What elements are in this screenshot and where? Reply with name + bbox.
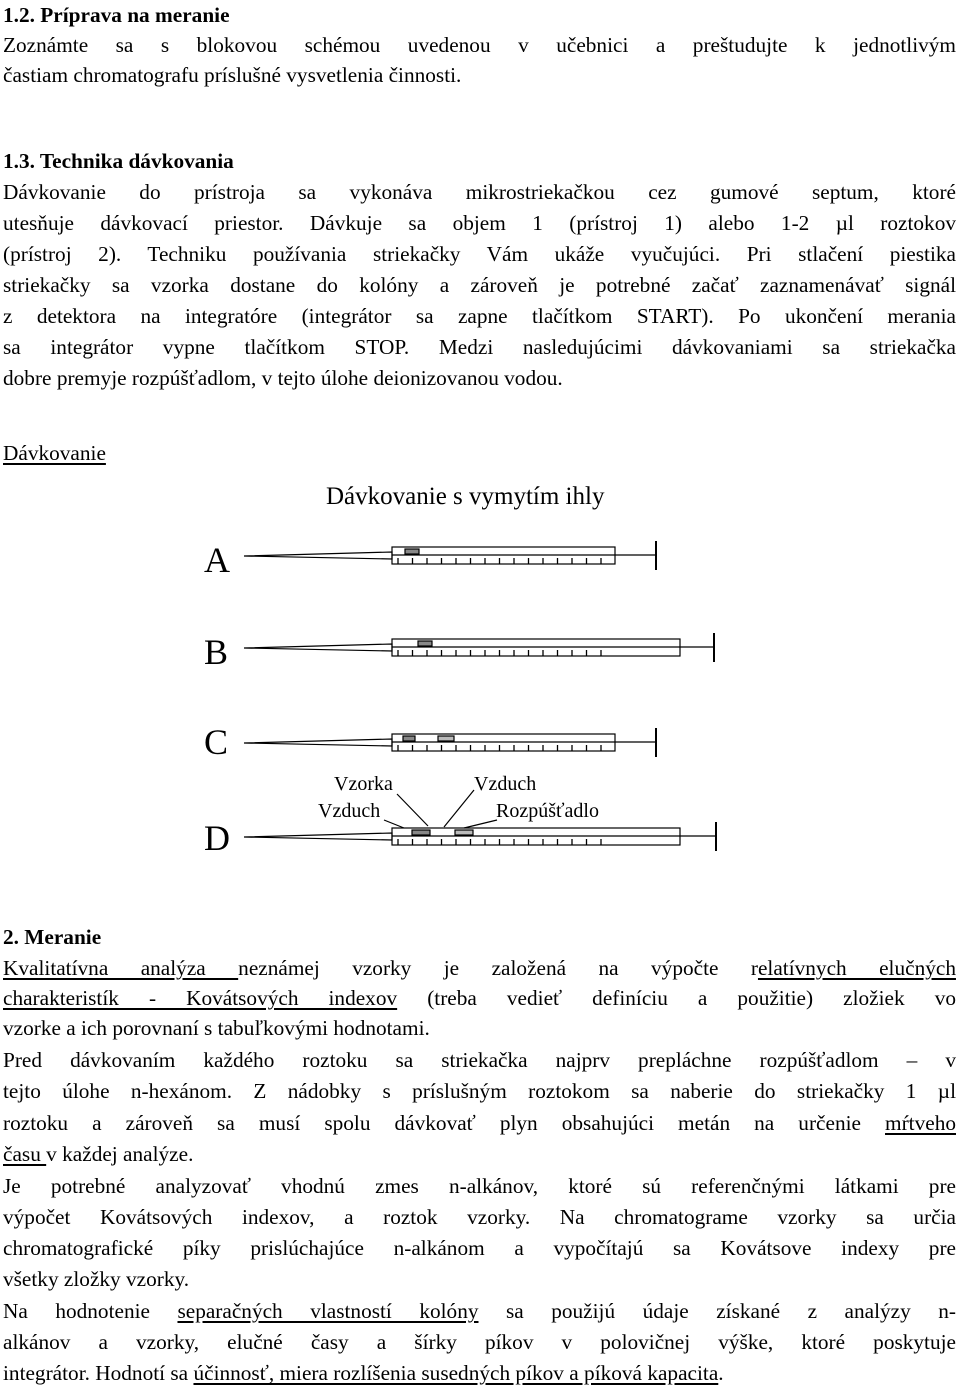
underlined-term: charakteristík - Kovátsových indexov xyxy=(3,986,398,1010)
underlined-term: elatívnych elučných xyxy=(757,956,956,980)
underlined-term: mŕtveho xyxy=(885,1111,956,1135)
paragraph-line xyxy=(3,1141,956,1167)
paragraph-line: všetky zložky vzorky. xyxy=(3,1267,190,1291)
text-span: sa použijú údaje získané z analýzy n- xyxy=(478,1299,956,1323)
row-label-d: D xyxy=(204,818,230,858)
underlined-term: separačných vlastností kolóny xyxy=(177,1299,479,1323)
label-vzorka: Vzorka xyxy=(334,773,393,795)
paragraph-line: dobre premyje rozpúšťadlom, v tejto úlohe deionizovanou vodou. xyxy=(3,366,563,390)
paragraph-line: (prístroj 2). Techniku používania striekačky Vám ukáže vyučujúci. Pri stlačení piestika xyxy=(3,242,956,266)
paragraph-line xyxy=(3,1110,956,1136)
paragraph-line: utesňuje dávkovací priestor. Dávkuje sa objem 1 (prístroj 1) alebo 1-2 µl roztokov xyxy=(3,211,956,235)
label-vzduch-left: Vzduch xyxy=(318,800,381,822)
paragraph-line: Zoznámte sa s blokovou schémou uvedenou v učebnici a preštudujte k jednotlivým xyxy=(3,33,956,57)
figure-title: Dávkovanie s vymytím ihly xyxy=(326,483,605,510)
text-span: v každej analýze. xyxy=(46,1142,194,1166)
text-span: integrátor. Hodnotí sa xyxy=(3,1361,194,1385)
paragraph-line: výpočet Kovátsových indexov, a roztok vzorky. Na chromatograme vzorky sa určia xyxy=(3,1205,956,1229)
label-rozpustadlo: Rozpúšťadlo xyxy=(496,800,599,822)
text-span: . xyxy=(718,1361,724,1385)
paragraph-line: alkánov a vzorky, elučné časy a šírky píkov v polovičnej výške, ktoré poskytuje xyxy=(3,1330,956,1354)
paragraph-line: sa integrátor vypne tlačítkom STOP. Medzi nasledujúcimi dávkovaniami sa striekačka xyxy=(3,335,956,359)
paragraph-line: Je potrebné analyzovať vhodnú zmes n-alkánov, ktoré sú referenčnými látkami pre xyxy=(3,1174,956,1198)
figure-section-label: Dávkovanie xyxy=(3,441,106,465)
paragraph-line xyxy=(3,985,956,1011)
heading-1-3: 1.3. Technika dávkovania xyxy=(3,149,234,173)
paragraph-line: Dávkovanie do prístroja sa vykonáva mikrostriekačkou cez gumové septum, ktoré xyxy=(3,180,956,204)
paragraph-line: z detektora na integratóre (integrátor sa zapne tlačítkom START). Po ukončení merania xyxy=(3,304,956,328)
paragraph-line: chromatografické píky prislúchajúce n-alkánom a vypočítajú sa Kovátsove indexy pre xyxy=(3,1236,956,1260)
row-label-b: B xyxy=(204,632,229,672)
paragraph-line xyxy=(3,955,956,981)
label-vzduch-right: Vzduch xyxy=(474,773,537,795)
paragraph-line: Pred dávkovaním každého roztoku sa striekačka najprv prepláchne rozpúšťadlom – v xyxy=(3,1048,956,1072)
text-span: (treba vedieť definíciu a použitie) zložiek vo xyxy=(397,986,956,1010)
heading-1-2: 1.2. Príprava na meranie xyxy=(3,3,230,27)
syringe-c xyxy=(244,728,656,757)
text-span: Na hodnotenie xyxy=(3,1299,178,1323)
syringe-b xyxy=(244,633,714,662)
text-span: roztoku a zároveň sa musí spolu dávkovať plyn obsahujúci metán na určenie xyxy=(3,1111,886,1135)
row-label-a: A xyxy=(204,540,230,580)
paragraph-line: vzorke a ich porovnaní s tabuľkovými hodnotami. xyxy=(3,1016,430,1040)
paragraph-line: tejto úlohe n-hexánom. Z nádobky s príslušným roztokom sa naberie do striekačky 1 µl xyxy=(3,1079,956,1103)
paragraph-line xyxy=(3,1298,956,1324)
underlined-term: účinnosť, miera rozlíšenia susedných píkov a píková kapacita xyxy=(193,1361,719,1385)
underlined-term: Kvalitatívna analýza xyxy=(3,956,239,980)
annotation-arrows xyxy=(384,790,497,828)
row-label-c: C xyxy=(204,722,229,762)
paragraph-line: častiam chromatografu príslušné vysvetlenia činnosti. xyxy=(3,63,462,87)
syringe-a xyxy=(244,541,656,570)
text-span: neznámej vzorky je založená na výpočte r xyxy=(238,956,758,980)
syringe-d xyxy=(244,822,716,851)
underlined-term: času xyxy=(3,1142,47,1166)
paragraph-line: striekačky sa vzorka dostane do kolóny a zároveň je potrebné začať zaznamenávať signál xyxy=(3,273,956,297)
heading-2: 2. Meranie xyxy=(3,925,102,949)
paragraph-line xyxy=(3,1360,956,1386)
